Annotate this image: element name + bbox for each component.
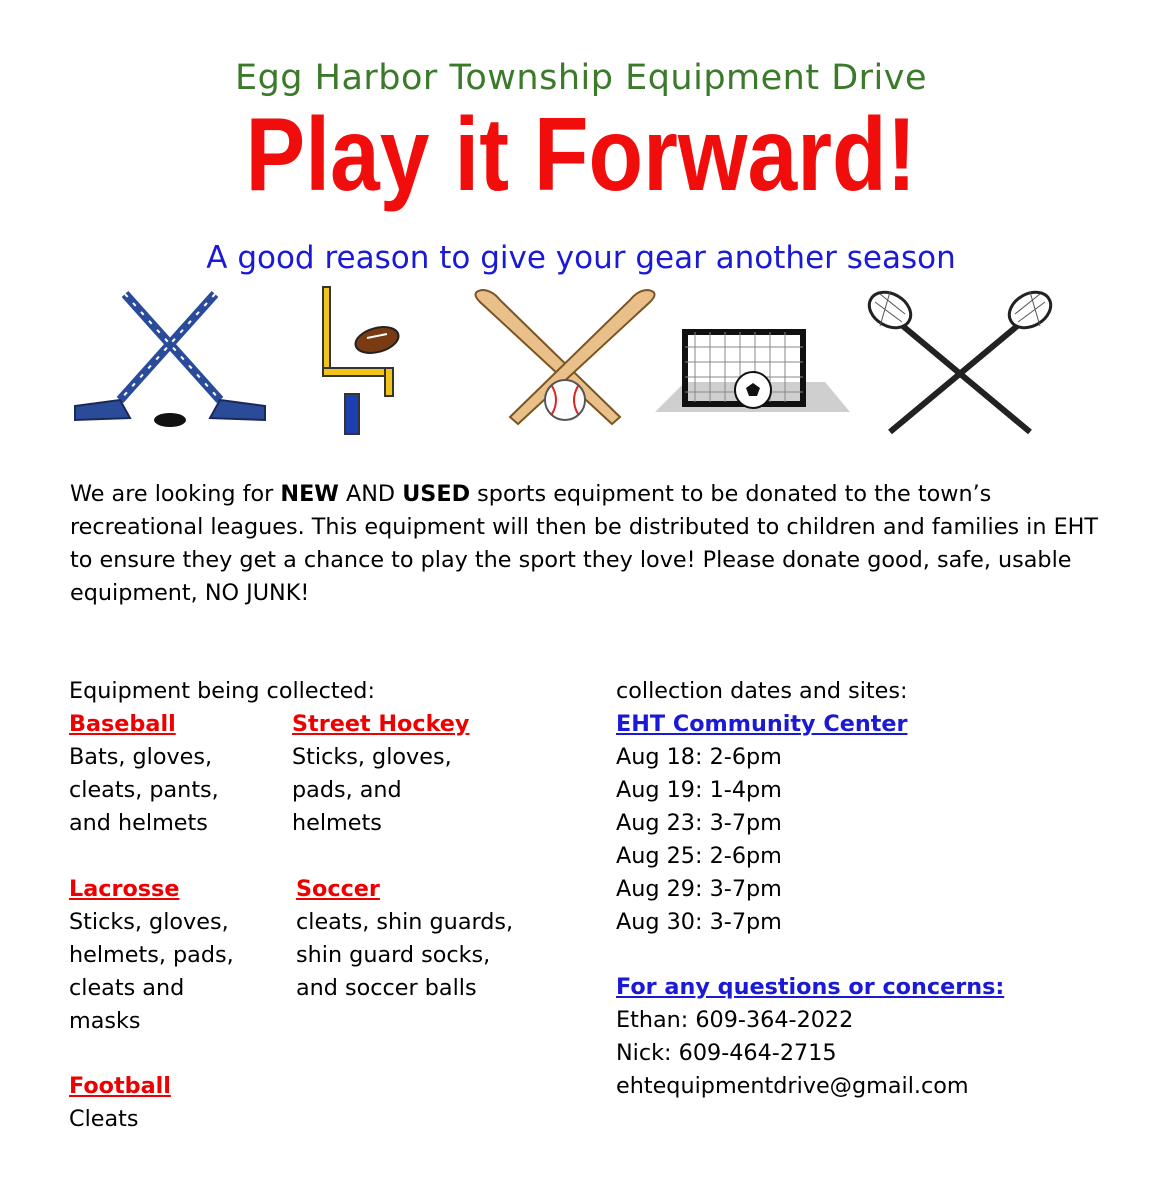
contact-section: [616, 971, 1004, 1103]
collection-date: Aug 30: 3-7pm: [616, 909, 782, 935]
soccer-goal-icon: [655, 282, 850, 442]
tagline: A good reason to give your gear another season: [206, 240, 956, 276]
street-hockey-line: Sticks, gloves,: [292, 744, 452, 770]
soccer-section: [296, 873, 513, 1005]
baseball-line: and helmets: [69, 810, 208, 836]
baseball-line: Bats, gloves,: [69, 744, 213, 770]
contact-email[interactable]: ehtequipmentdrive@gmail.com: [616, 1073, 969, 1099]
collection-heading: collection dates and sites:: [616, 678, 908, 704]
lacrosse-section: [69, 873, 234, 1038]
contact-nick: Nick: 609-464-2715: [616, 1040, 837, 1066]
street-hockey-title: Street Hockey: [292, 711, 470, 737]
lacrosse-sticks-icon: [860, 282, 1060, 442]
lacrosse-line: cleats and: [69, 975, 185, 1001]
football-goalpost-icon: [315, 282, 415, 442]
baseball-bats-icon: [470, 282, 660, 442]
collection-site: EHT Community Center: [616, 711, 908, 737]
intro-used: USED: [402, 481, 471, 507]
football-title: Football: [69, 1073, 171, 1099]
street-hockey-line: helmets: [292, 810, 382, 836]
equipment-heading: Equipment being collected:: [69, 678, 375, 704]
lacrosse-line: Sticks, gloves,: [69, 909, 229, 935]
contact-ethan: Ethan: 609-364-2022: [616, 1007, 854, 1033]
hockey-sticks-icon: [70, 282, 270, 442]
football-section: [69, 1070, 171, 1136]
baseball-section: [69, 708, 219, 840]
soccer-line: shin guard socks,: [296, 942, 491, 968]
headline: Play it Forward!: [245, 97, 917, 213]
lacrosse-line: helmets, pads,: [69, 942, 234, 968]
lacrosse-line: masks: [69, 1008, 141, 1034]
lacrosse-title: Lacrosse: [69, 876, 180, 902]
soccer-line: and soccer balls: [296, 975, 477, 1001]
contact-heading: For any questions or concerns:: [616, 974, 1005, 1000]
collection-date: Aug 29: 3-7pm: [616, 876, 782, 902]
street-hockey-section: [292, 708, 469, 840]
intro-text-2: AND: [338, 481, 403, 507]
intro-text-1: We are looking for: [70, 481, 281, 507]
intro-paragraph: [70, 478, 1100, 610]
baseball-title: Baseball: [69, 711, 176, 737]
collection-date: Aug 23: 3-7pm: [616, 810, 782, 836]
collection-date: Aug 25: 2-6pm: [616, 843, 782, 869]
collection-section: [616, 675, 908, 939]
soccer-title: Soccer: [296, 876, 380, 902]
collection-date: Aug 19: 1-4pm: [616, 777, 782, 803]
intro-text-3: sports equipment to be donated to the town’s recreational leagues. This equipment will then be distributed to children and families in EHT to ensure they get a chance to play the sport they love! Please donate good, safe, usable equipment, NO JUNK!: [70, 481, 1099, 606]
soccer-line: cleats, shin guards,: [296, 909, 514, 935]
collection-date: Aug 18: 2-6pm: [616, 744, 782, 770]
football-line: Cleats: [69, 1106, 139, 1132]
baseball-line: cleats, pants,: [69, 777, 219, 803]
org-title: Egg Harbor Township Equipment Drive: [234, 58, 928, 98]
intro-new: NEW: [280, 481, 339, 507]
street-hockey-line: pads, and: [292, 777, 402, 803]
